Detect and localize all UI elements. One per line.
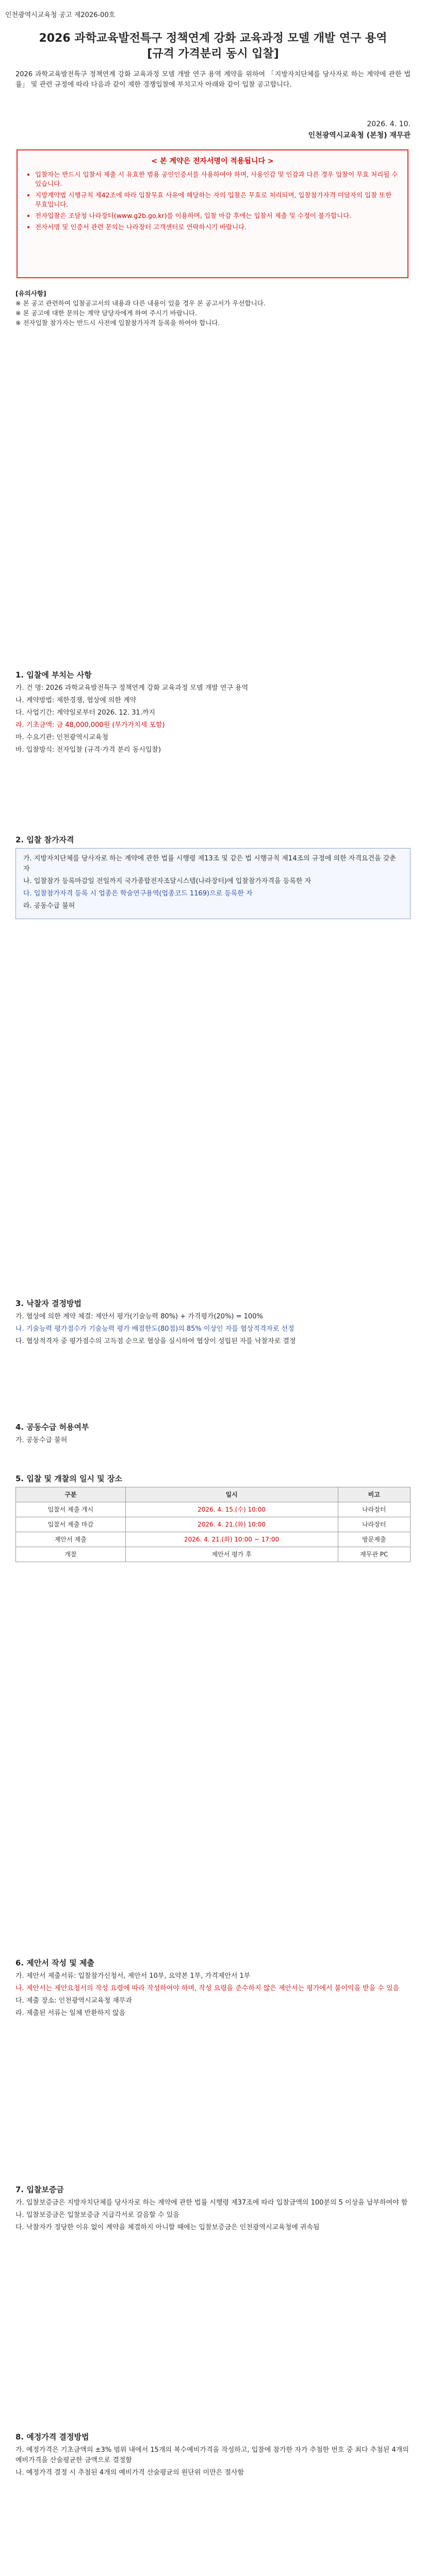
- section-line: 다. 입찰참가자격 등록 시 업종은 학술연구용역(업종코드 1169)으로 등록한 자: [23, 890, 253, 897]
- section-line: 다. 사업기간: 계약일로부터 2026. 12. 31.까지: [15, 709, 155, 717]
- title-text: 2026 과학교육발전특구 정책연계 강화 교육과정 모델 개발 연구 용역 [규격 가격분리 동시 입찰]: [39, 32, 387, 60]
- section-line: 가. 지방자치단체를 당사자로 하는 계약에 관한 법률 시행령 제13조 및 같은 법 시행규칙 제14조의 규정에 의한 자격요건을 갖춘 자: [23, 855, 396, 873]
- section-4: [15, 1422, 411, 1448]
- table-cell: 제안서 제출: [16, 1532, 126, 1547]
- section-line: 라. 공동수급 불허: [23, 902, 75, 910]
- section-line: 다. 제출 장소: 인천광역시교육청 재무과: [15, 1997, 132, 2005]
- notice-item: • 지방계약법 시행규칙 제42조에 따라 입찰무효 사유에 해당하는 자의 입찰은 무효로 처리되며, 입찰참가자격 미달자의 입찰 또한 무효입니다.: [35, 191, 399, 209]
- notice-item: • 전자서명 및 인증서 관련 문의는 나라장터 고객센터로 연락하시기 바랍니다.: [35, 223, 399, 232]
- section-line: 나. 입찰보증금은 입찰보증금 지급각서로 갈음할 수 있음: [15, 2211, 179, 2219]
- table-cell: 2026. 4. 21.(화) 10:00 ~ 17:00: [125, 1532, 338, 1547]
- notice-box-title: < 본 계약은 전자서명이 적용됩니다 >: [151, 157, 274, 165]
- table-cell: 2026. 4. 21.(화) 10:00: [125, 1517, 338, 1532]
- section-line: 가. 공동수급 불허: [15, 1436, 68, 1444]
- notice-item: • 전자입찰은 조달청 나라장터(www.g2b.go.kr)를 이용하며, 입찰 마감 후에는 입찰서 제출 및 수정이 불가합니다.: [35, 211, 399, 221]
- section-line: 나. 기술능력 평가점수가 기술능력 평가 배점한도(80점)의 85% 이상인 자를 협상적격자로 선정: [15, 1325, 294, 1333]
- table-cell: 2026. 4. 15.(수) 10:00: [125, 1502, 338, 1517]
- table-row: [16, 1517, 411, 1532]
- section-title: 1. 입찰에 부치는 사항: [15, 670, 92, 680]
- notice-date: 2026. 4. 10.: [367, 120, 411, 128]
- notes-title: [유의사항]: [15, 290, 46, 297]
- section-title: 2. 입찰 참가자격: [15, 835, 74, 844]
- notice-item: • 입찰자는 반드시 입찰서 제출 시 유효한 범용 공인인증서를 사용하여야 하며, 사용인감 및 인감과 다른 경우 입찰이 무효 처리될 수 있습니다.: [35, 170, 399, 189]
- section-title: 5. 입찰 및 개찰의 일시 및 장소: [15, 1474, 122, 1483]
- section-line: 나. 제안서는 제안요청서의 작성 요령에 따라 작성하여야 하며, 작성 요령을 준수하지 않은 제안서는 평가에서 불이익을 받을 수 있음: [15, 1985, 400, 1992]
- table-cell: 방문제출: [338, 1532, 410, 1547]
- section-2: [15, 835, 411, 919]
- date-and-issuer: [308, 118, 411, 141]
- schedule-table: [15, 1487, 411, 1562]
- section-6: [15, 1958, 411, 2021]
- table-row: [16, 1547, 411, 1562]
- section-5: [15, 1473, 411, 1562]
- table-row: [16, 1532, 411, 1547]
- section-line: 가. 건 명: 2026 과학교육발전특구 정책연계 강화 교육과정 모델 개발 연구 용역: [15, 684, 249, 692]
- section-line: 가. 제안서 제출서류: 입찰참가신청서, 제안서 10부, 요약본 1부, 가격제안서 1부: [15, 1972, 251, 1980]
- notice-box-list: [26, 170, 399, 232]
- section-line: 가. 입찰보증금은 지방자치단체를 당사자로 하는 계약에 관한 법률 시행령 제37조에 따라 입찰금액의 100분의 5 이상을 납부하여야 함: [15, 2199, 408, 2207]
- table-header: 일시: [125, 1487, 338, 1502]
- intro-paragraph: 2026 과학교육발전특구 정책연계 강화 교육과정 모델 개발 연구 용역 계약을 위하여 「지방자치단체를 당사자로 하는 계약에 관한 법률」 및 관련 규정에 따라 다음과 같이 제한 경쟁입찰에 부치고자 아래와 같이 입찰 공고합니다.: [15, 71, 411, 89]
- section-title: 8. 예정가격 결정방법: [15, 2432, 89, 2442]
- section-line: 다. 낙찰자가 정당한 이유 없이 계약을 체결하지 아니할 때에는 입찰보증금은 인천광역시교육청에 귀속됨: [15, 2224, 320, 2231]
- section-line: 가. 예정가격은 기초금액의 ±3% 범위 내에서 15개의 복수예비가격을 작성하고, 입찰에 참가한 자가 추첨한 번호 중 최다 추첨된 4개의 예비가격을 산술평균한 금액으로 결정함: [15, 2446, 409, 2464]
- section-line: 나. 예정가격 결정 시 추첨된 4개의 예비가격 산술평균의 원단위 미만은 절사함: [15, 2469, 244, 2477]
- section-line: 라. 제출된 서류는 일체 반환하지 않음: [15, 2009, 126, 2017]
- table-cell: 개찰: [16, 1547, 126, 1562]
- section-1: [15, 670, 411, 757]
- table-cell: 재무관 PC: [338, 1547, 410, 1562]
- e-signature-notice-box: [17, 149, 408, 278]
- section-8: [15, 2432, 411, 2480]
- section-line: 나. 입찰참가 등록마감일 전일까지 국가종합전자조달시스템(나라장터)에 입찰참가자격을 등록한 자: [23, 877, 312, 885]
- table-cell: 나라장터: [338, 1517, 410, 1532]
- notes-section: [15, 289, 411, 328]
- note-line: ※ 본 공고 관련하여 입찰공고서의 내용과 다른 내용이 있을 경우 본 공고서가 우선합니다.: [15, 299, 266, 307]
- section-3: [15, 1298, 411, 1349]
- section-title: 7. 입찰보증금: [15, 2185, 64, 2194]
- section-line: 나. 계약방법: 제한경쟁, 협상에 의한 계약: [15, 697, 137, 704]
- section-line: 바. 입찰방식: 전자입찰 (규격·가격 분리 동시입찰): [15, 746, 161, 754]
- section-title: 6. 제안서 작성 및 제출: [15, 1958, 94, 1968]
- page-title: [21, 31, 405, 62]
- section-title: 4. 공동수급 허용여부: [15, 1422, 89, 1432]
- section-title: 3. 낙찰자 결정방법: [15, 1299, 82, 1308]
- notice-number: 인천광역시교육청 공고 제2026-00호: [5, 11, 116, 19]
- issuer-org: 인천광역시교육청 (본청) 재무관: [308, 131, 411, 140]
- table-header: 비고: [338, 1487, 410, 1502]
- section-line: 마. 수요기관: 인천광역시교육청: [15, 734, 109, 741]
- note-line: ※ 본 공고에 대한 문의는 계약 담당자에게 하여 주시기 바랍니다.: [15, 309, 198, 317]
- section-line: 가. 협상에 의한 계약 체결: 제안서 평가(기술능력 80%) + 가격평가(20%) = 100%: [15, 1313, 263, 1320]
- table-cell: 입찰서 제출 마감: [16, 1517, 126, 1532]
- section-7: [15, 2184, 411, 2235]
- note-line: ※ 전자입찰 참가자는 반드시 사전에 입찰참가자격 등록을 하여야 합니다.: [15, 319, 220, 327]
- section-line: 라. 기초금액: 금 48,000,000원 (부가가치세 포함): [15, 721, 165, 729]
- table-row: [16, 1502, 411, 1517]
- qualification-box: [15, 848, 411, 919]
- table-header: 구분: [16, 1487, 126, 1502]
- table-cell: 나라장터: [338, 1502, 410, 1517]
- table-cell: 제안서 평가 후: [125, 1547, 338, 1562]
- section-line: 다. 협상적격자 중 평가점수의 고득점 순으로 협상을 실시하여 협상이 성립된 자를 낙찰자로 결정: [15, 1337, 296, 1345]
- table-cell: 입찰서 제출 개시: [16, 1502, 126, 1517]
